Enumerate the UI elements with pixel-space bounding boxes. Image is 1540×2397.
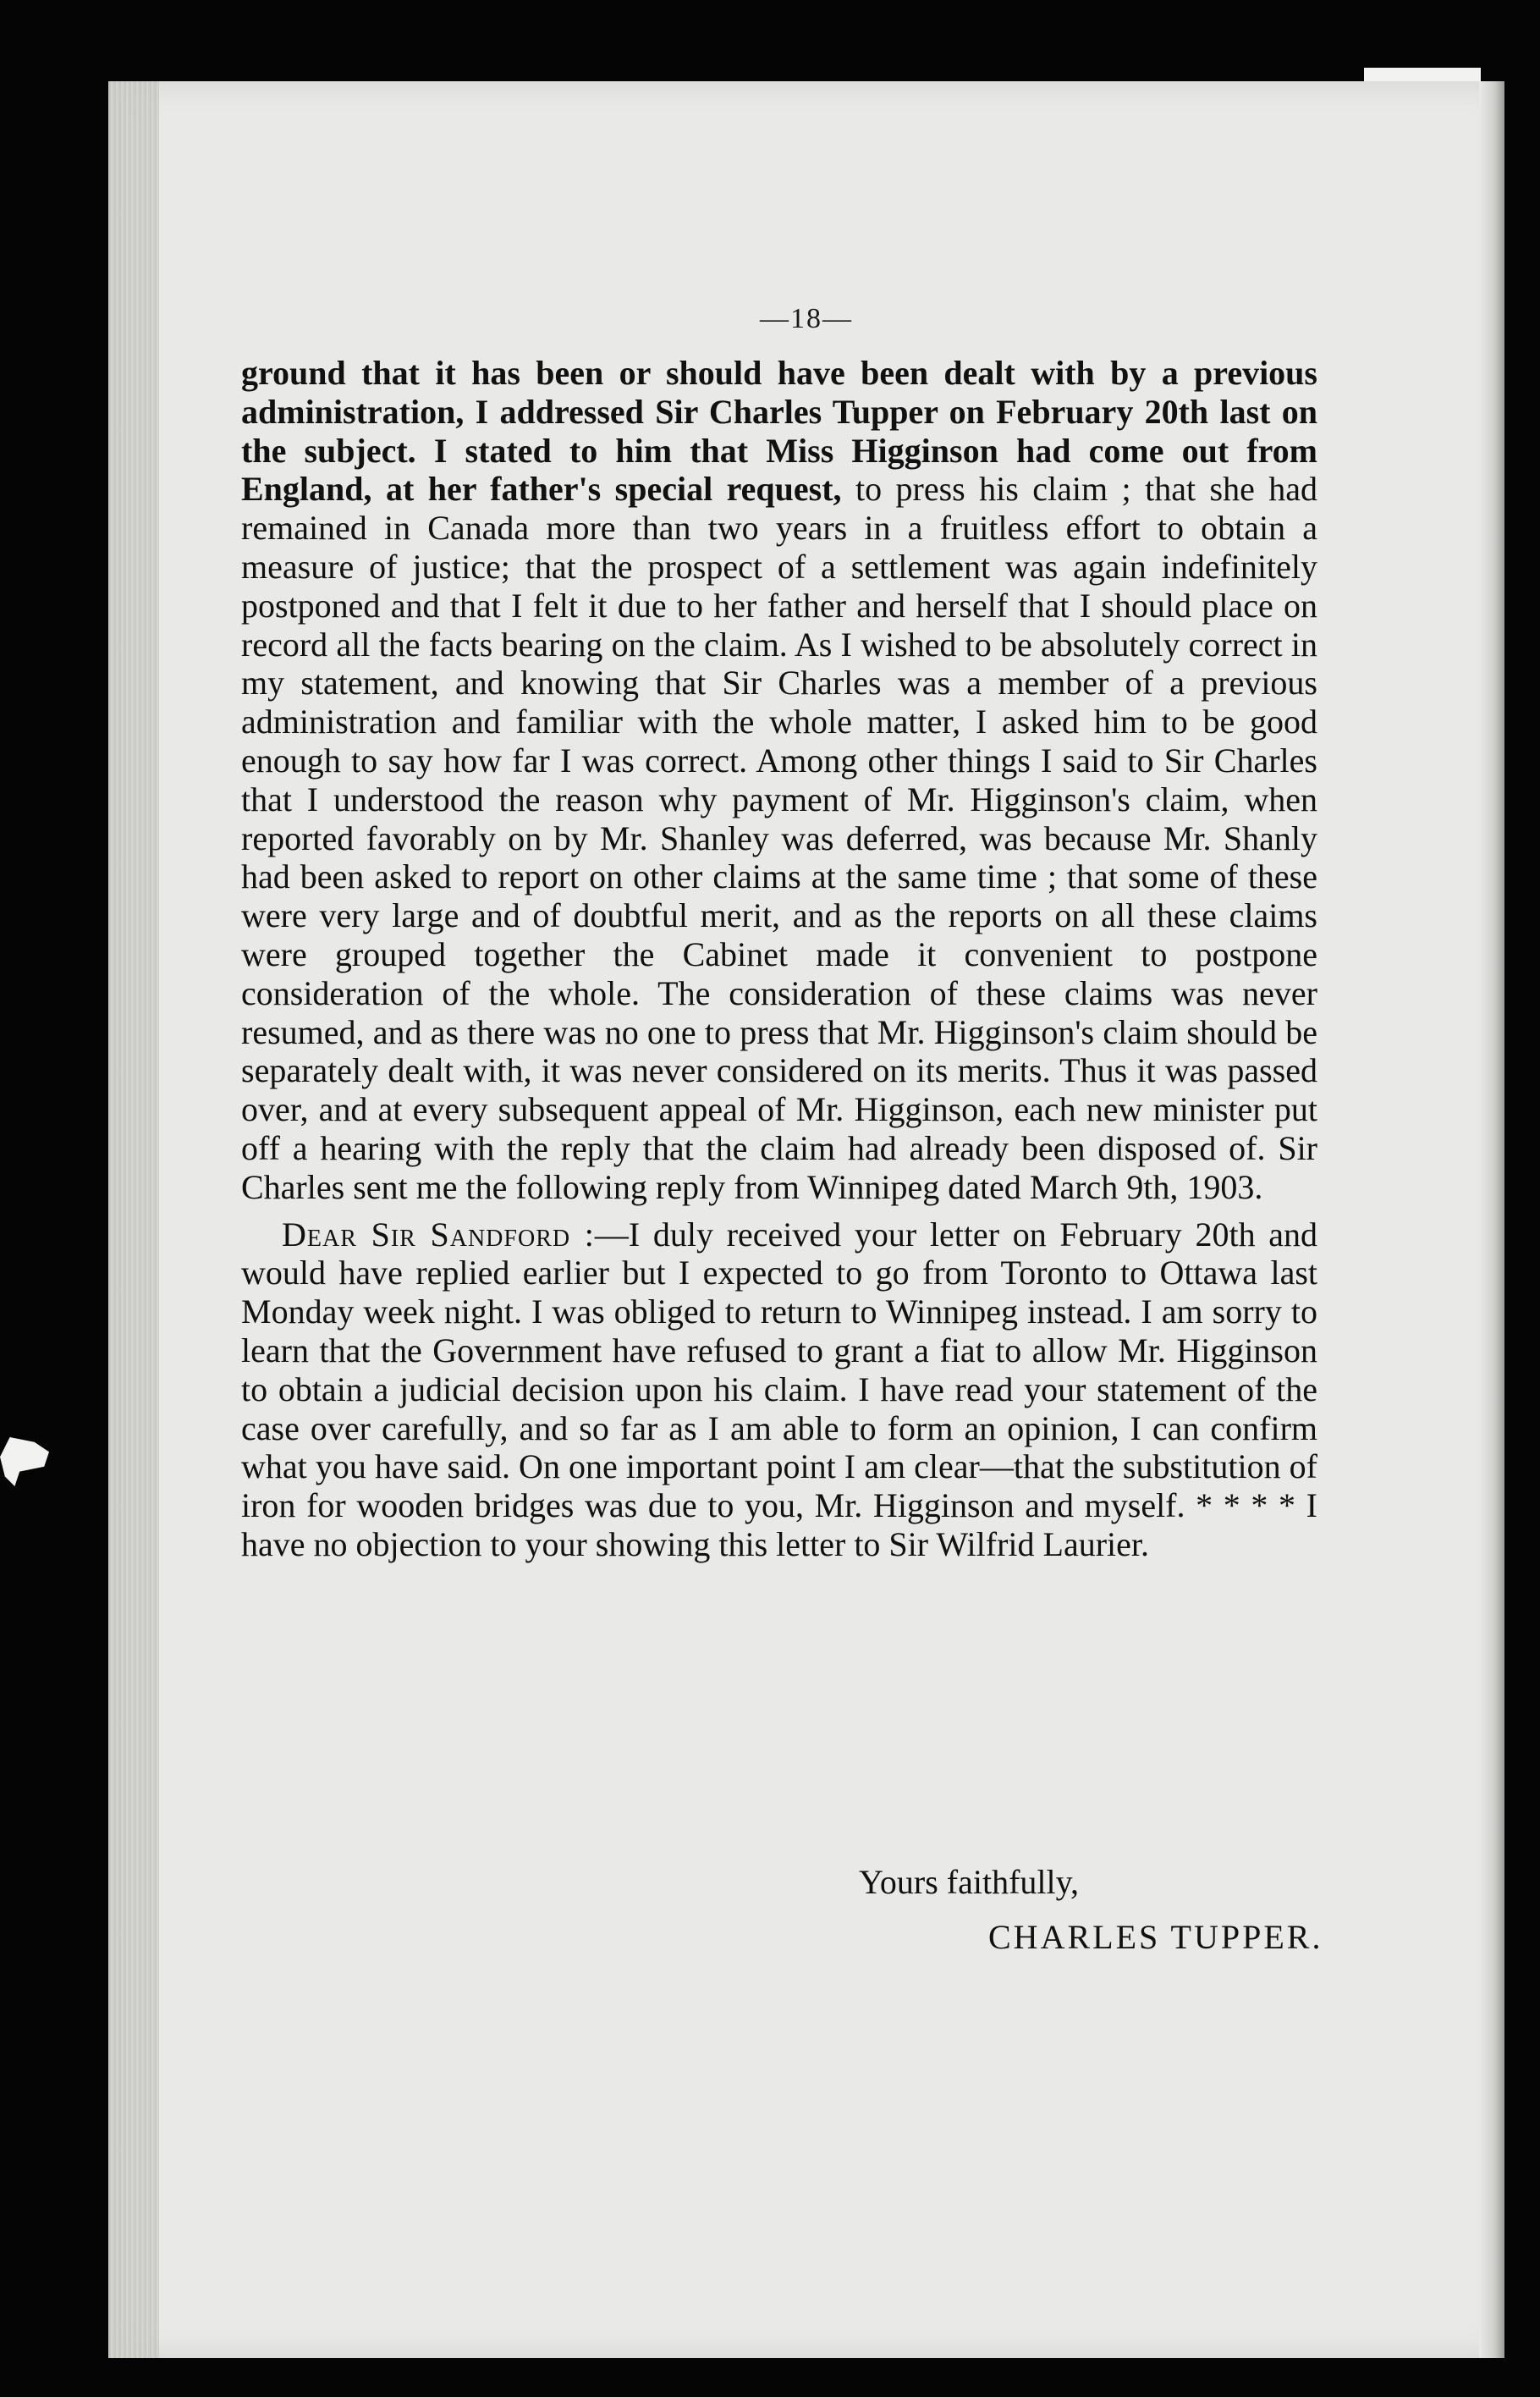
page-right-edge — [1479, 81, 1504, 2358]
paragraph-1 — [241, 354, 1317, 1207]
letter-signature: CHARLES TUPPER. — [988, 1918, 1323, 1956]
paragraph-1-text: to press his claim ; that she had remained in Canada more than two years in a fruitless effort to obtain a measure of justice; that the prospect of a settlement was again indefinitely postponed and that I felt it due to her father and herself that I should place on record all the facts bearing on the claim. As I wished to be absolutely correct in my statement, and knowing that Sir Charles was a member of a previous administration and familiar with the whole matter, I asked him to be good enough to say how far I was correct. Among other things I said to Sir Charles that I understood the reason why payment of Mr. Higginson's claim, when reported favorably on by Mr. Shanley was deferred, was because Mr. Shanly had been asked to report on other claims at the same time ; that some of these were very large and of doubtful merit, and as the reports on all these claims were grouped together the Cabinet made it convenient to postpone consideration of the whole. The consideration of these claims was never resumed, and as there was no one to press that Mr. Higginson's claim should be separately dealt with, it was never considered on its merits. Thus it was passed over, and at every subsequent appeal of Mr. Higginson, each new minister put off a hearing with the reply that the claim had already been disposed of. Sir Charles sent me the following reply from Winnipeg dated March 9th, 1903. — [241, 470, 1318, 1206]
letter-salutation: Dear Sir Sandford : — [282, 1215, 595, 1254]
body-text — [241, 354, 1317, 1564]
page-number: —18— — [760, 303, 853, 334]
paragraph-1-bold: ground that it has been or should have been dealt with by a previous administration, I addressed Sir Charles Tupper on February 20th last on the subject. I stated to him that Miss Higginson had come out from England, at her father's special request, — [241, 354, 1317, 509]
page-left-edge — [108, 81, 159, 2358]
letter-closing: Yours faithfully, — [859, 1863, 1080, 1901]
letter-body: —I duly received your letter on February 20th and would have replied earlier but I expected to go from Toronto to Ottawa last Monday week night. I was obliged to return to Winnipeg instead. I am sorry to learn that the Government have refused to grant a fiat to allow Mr. Higginson to obtain a judicial decision upon his claim. I have read your statement of the case over carefully, and so far as I am able to form an opinion, I can confirm what you have said. On one important point I am clear—that the substitution of iron for wooden bridges was due to you, Mr. Higginson and myself. * * * * I have no objection to your showing this letter to Sir Wilfrid Laurier. — [241, 1215, 1318, 1563]
letter-paragraph — [241, 1215, 1317, 1564]
paper-scrap — [0, 1437, 49, 1486]
